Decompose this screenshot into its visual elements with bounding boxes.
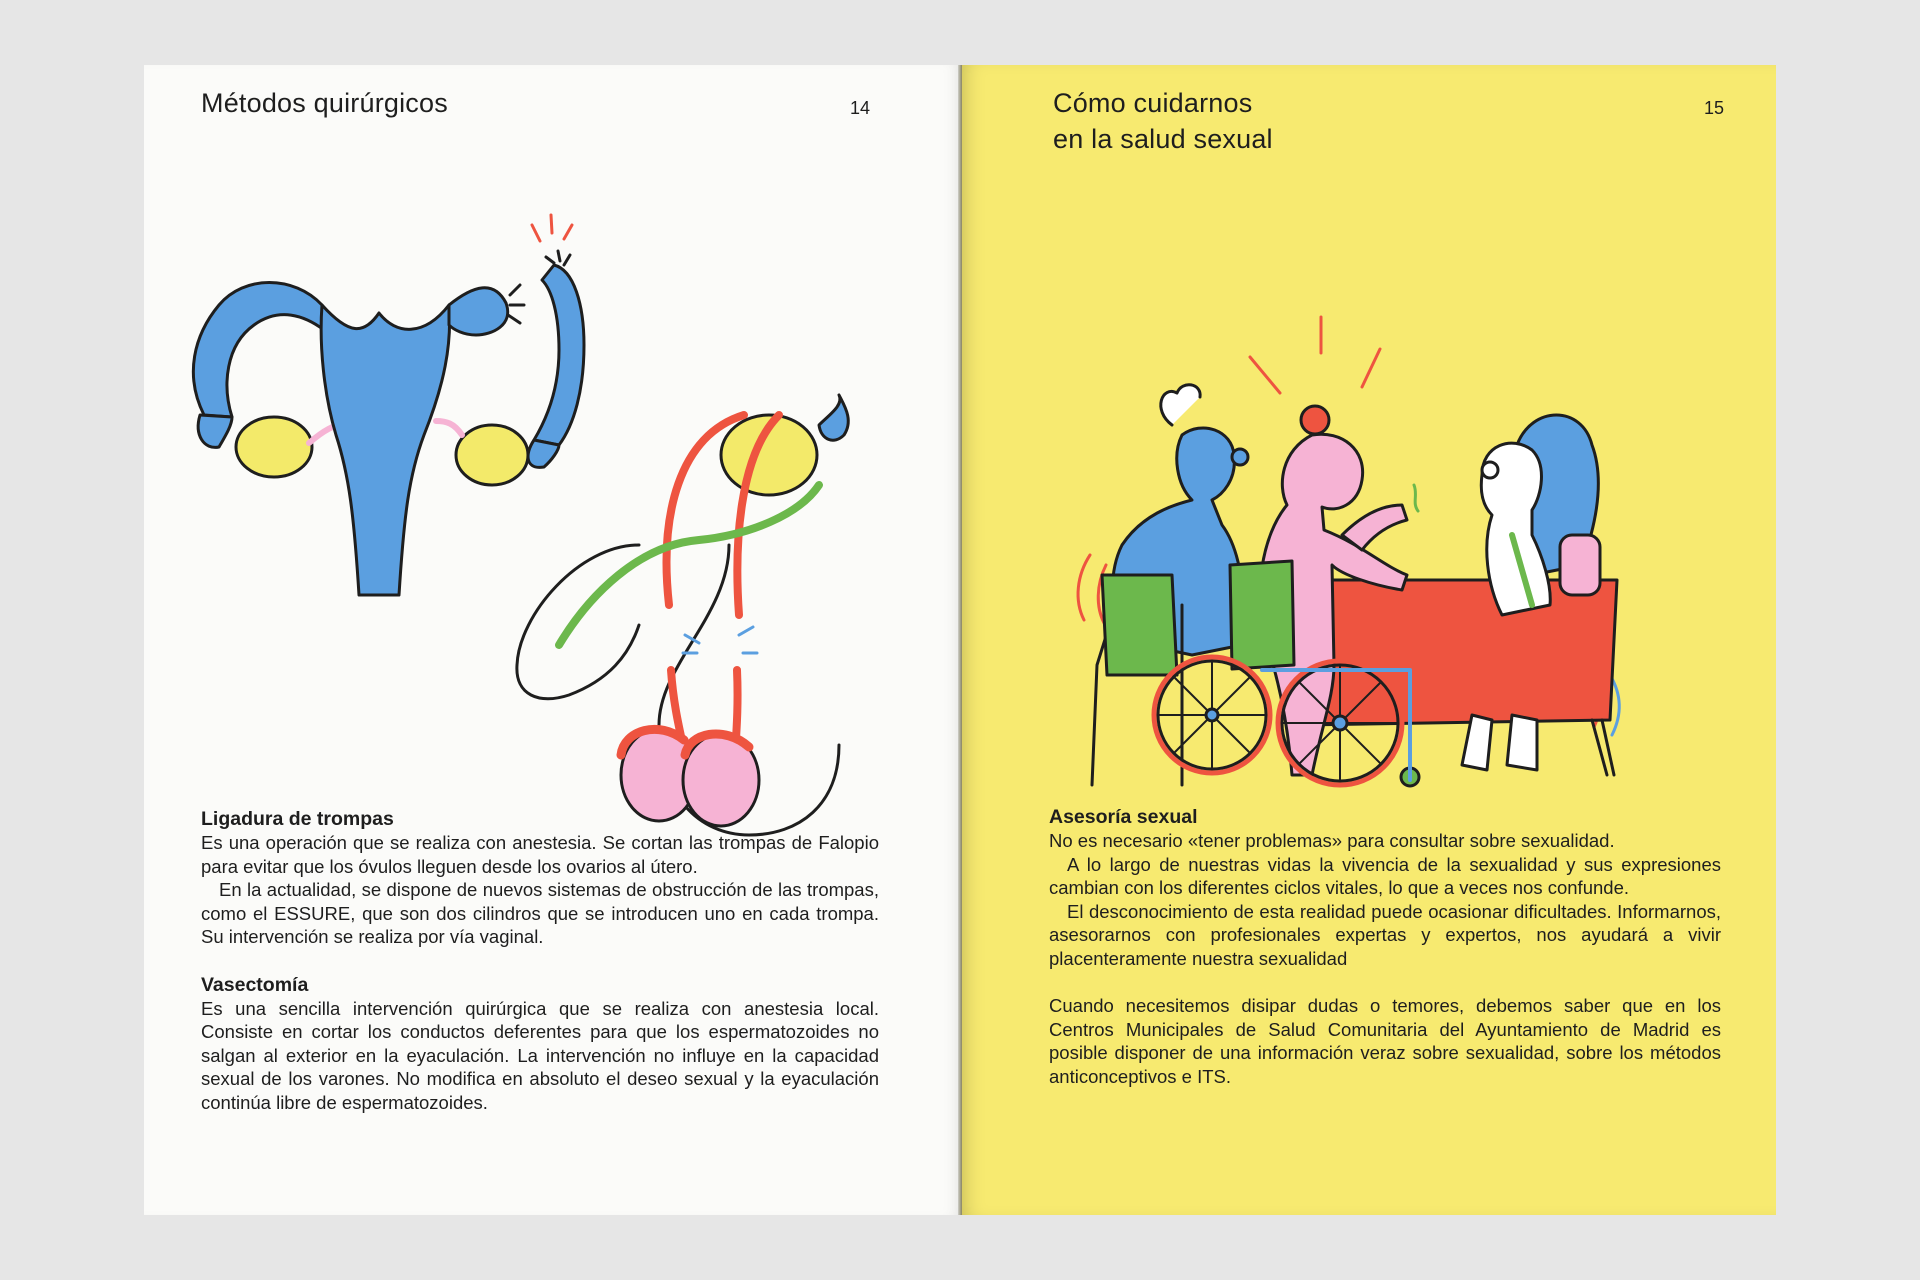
paragraph: A lo largo de nuestras vidas la vivencia de la sexualidad y sus expresiones cambian con los diferentes ciclos vitales, lo que a veces nos confunde. bbox=[1049, 853, 1721, 898]
section-heading-vasectomia: Vasectomía bbox=[201, 973, 309, 996]
section-heading-ligadura: Ligadura de trompas bbox=[201, 808, 394, 830]
paragraph: El desconocimiento de esta realidad puede ocasionar dificultades. Informarnos, asesorarnos con profesionales expertas y expertos, nos ayudará a vivir placenteramente nuestra sexualidad bbox=[1049, 900, 1721, 969]
paragraph: Es una operación que se realiza con anestesia. Se cortan las trompas de Falopio para evitar que los óvulos lleguen desde los ovarios al útero. bbox=[201, 832, 879, 877]
left-text-column bbox=[201, 807, 879, 1114]
right-page bbox=[962, 65, 1776, 1215]
paragraph: Cuando necesitemos disipar dudas o temores, debemos saber que en los Centros Municipales de Salud Comunitaria del Ayuntamiento de Madrid es posible disponer de una información veraz sobre sexualidad, sobre los métodos anticonceptivos e ITS. bbox=[1049, 995, 1721, 1087]
right-page-title bbox=[1053, 85, 1273, 157]
counseling-illustration bbox=[1062, 245, 1662, 805]
left-page-number: 14 bbox=[850, 98, 871, 118]
paragraph: En la actualidad, se dispone de nuevos sistemas de obstrucción de las trompas, como el ESSURE, que son dos cilindros que se introducen uno en cada trompa. Su intervención se realiza por vía vaginal. bbox=[201, 879, 879, 947]
left-page-title: Métodos quirúrgicos bbox=[201, 88, 448, 118]
paragraph: Es una sencilla intervención quirúrgica que se realiza con anestesia local. Consiste en cortar los conductos deferentes para que los espermatozoides no salgan al exterior en la eyaculación. La intervención no influye en la capacidad sexual de los varones. No modifica en absoluto el deseo sexual y la eyaculación continúa libre de espermatozoides. bbox=[201, 997, 879, 1113]
right-page-number: 15 bbox=[1704, 98, 1725, 118]
section-heading-asesoria: Asesoría sexual bbox=[1049, 806, 1198, 828]
right-title-line1: Cómo cuidarnos bbox=[1053, 88, 1253, 118]
vasectomy-illustration bbox=[499, 395, 939, 865]
right-title-line2: en la salud sexual bbox=[1053, 124, 1273, 154]
paragraph: No es necesario «tener problemas» para consultar sobre sexualidad. bbox=[1049, 830, 1615, 851]
right-text-column bbox=[1049, 805, 1721, 1088]
left-page bbox=[144, 65, 962, 1215]
